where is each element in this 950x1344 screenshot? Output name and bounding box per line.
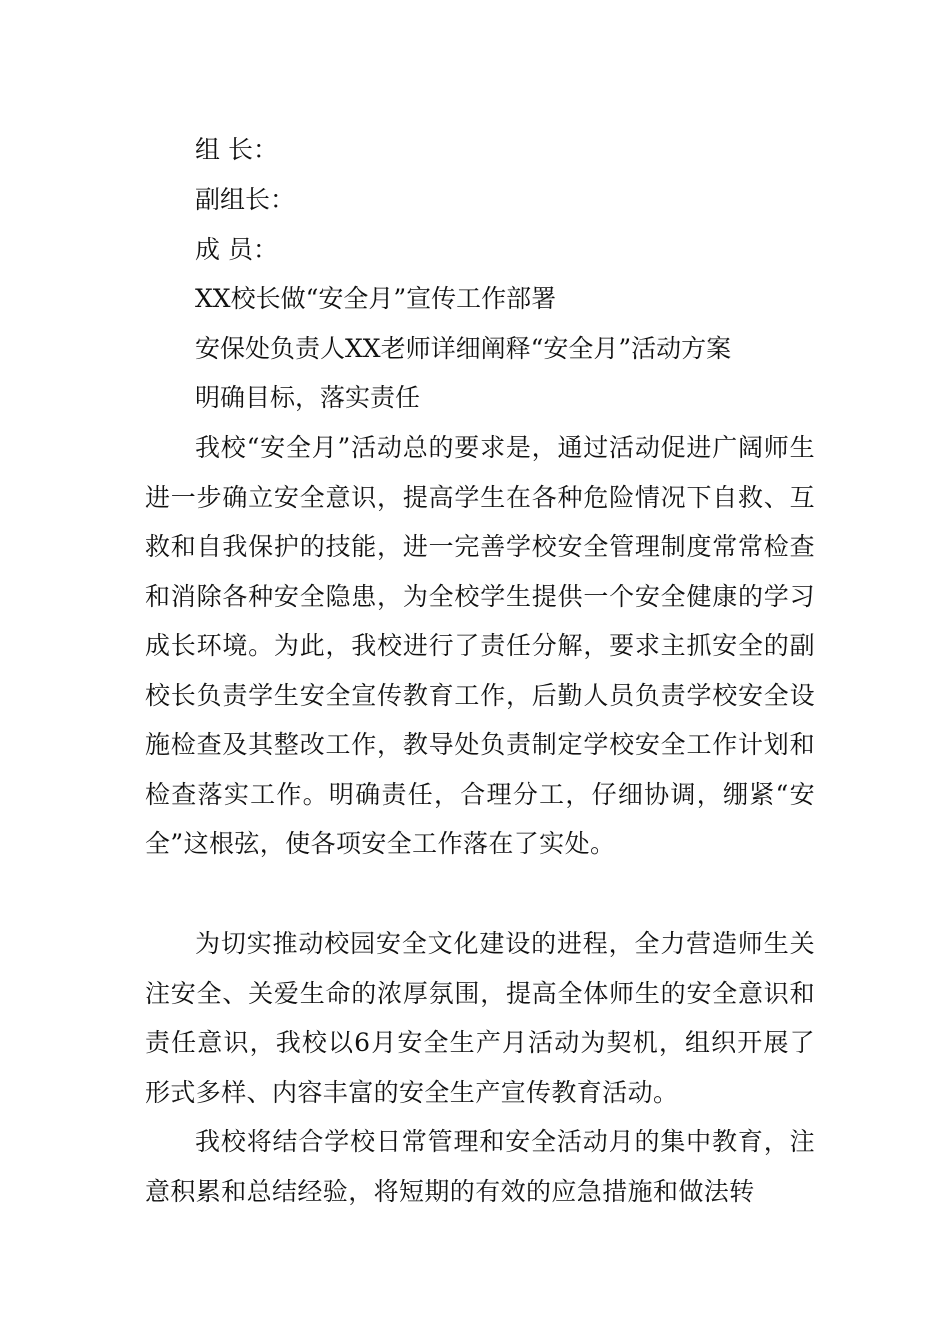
principal-deployment-line: XX校长做“安全月”宣传工作部署: [195, 284, 557, 313]
section-heading: 明确目标，落实责任: [195, 383, 421, 412]
paragraph-experience: 我校将结合学校日常管理和安全活动月的集中教育，注意积累和总结经验，将短期的有效的应急措施和做法转: [145, 1127, 815, 1206]
security-plan-line: 安保处负责人XX老师详细阐释“安全月”活动方案: [195, 334, 732, 363]
deputy-leader-line: 副组长：: [195, 185, 296, 214]
members-line: 成 员：: [195, 235, 278, 264]
group-leader-line: 组 长：: [195, 135, 278, 164]
paragraph-responsibility: 我校“安全月”活动总的要求是，通过活动促进广阔师生进一步确立安全意识，提高学生在各种危险情况下自救、互救和自我保护的技能，进一完善学校安全管理制度常常检查和消除各种安全隐患，为全校学生提供一个安全健康的学习成长环境。为此，我校进行了责任分解，要求主抓安全的副校长负责学生安全宣传教育工作，后勤人员负责学校安全设施检查及其整改工作，教导处负责制定学校安全工作计划和检查落实工作。明确责任，合理分工，仔细协调，绷紧“安全”这根弦，使各项安全工作落在了实处。: [145, 433, 815, 858]
paragraph-activities: 为切实推动校园安全文化建设的进程，全力营造师生关注安全、关爱生命的浓厚氛围，提高全体师生的安全意识和责任意识，我校以6月安全生产月活动为契机，组织开展了形式多样、内容丰富的安全生产宣传教育活动。: [145, 929, 815, 1107]
